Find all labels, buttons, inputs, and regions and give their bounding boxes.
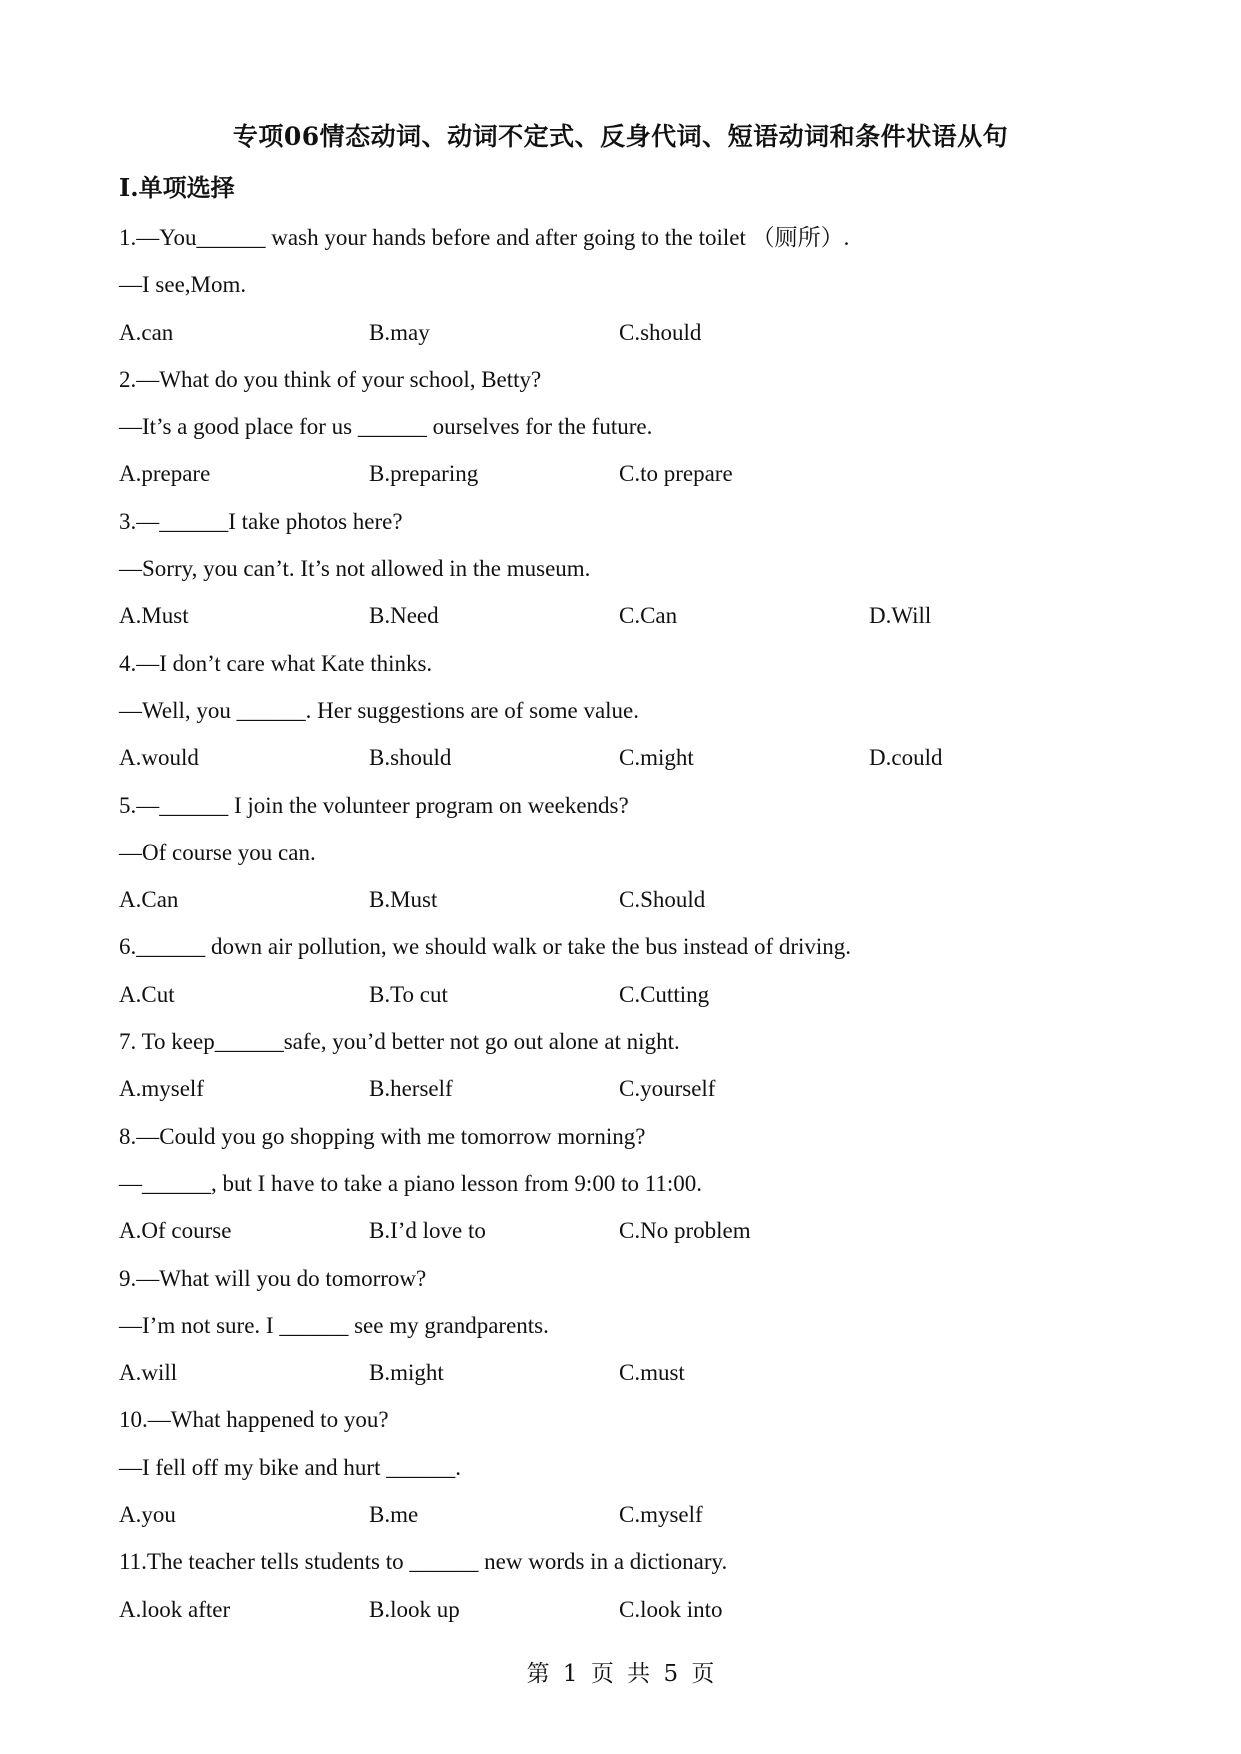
- page-footer: 第 1 页 共 5 页: [526, 1661, 715, 1687]
- answer-option: B.should: [369, 745, 452, 771]
- question-item: [119, 1396, 1139, 1538]
- answer-options: [119, 1207, 1139, 1254]
- answer-option: A.prepare: [119, 461, 211, 487]
- question-stem: 5.—______ I join the volunteer program on weekends?: [119, 792, 629, 818]
- question-item: [119, 1113, 1139, 1255]
- questions-list: [119, 214, 1139, 1633]
- answer-option: B.herself: [369, 1076, 453, 1102]
- answer-options: [119, 1349, 1139, 1396]
- answer-option: D.Will: [869, 603, 932, 629]
- question-response: —______, but I have to take a piano lesson from 9:00 to 11:00.: [119, 1170, 702, 1196]
- question-item: [119, 640, 1139, 782]
- answer-option: A.Must: [119, 603, 189, 629]
- answer-option: D.could: [869, 745, 943, 771]
- section-heading: I.单项选择: [119, 173, 235, 202]
- answer-option: A.would: [119, 745, 199, 771]
- answer-option: A.Can: [119, 887, 179, 913]
- answer-option: B.I’d love to: [369, 1218, 486, 1244]
- answer-option: A.Of course: [119, 1218, 232, 1244]
- question-stem: 1.—You______ wash your hands before and after going to the toilet （厕所）.: [119, 225, 850, 250]
- question-item: [119, 782, 1139, 924]
- answer-option: A.Cut: [119, 981, 175, 1007]
- question-stem: 10.—What happened to you?: [119, 1407, 389, 1433]
- question-response: —Sorry, you can’t. It’s not allowed in the museum.: [119, 556, 591, 582]
- answer-option: B.Need: [369, 603, 439, 629]
- question-response: —I see,Mom.: [119, 272, 247, 298]
- question-response: —Well, you ______. Her suggestions are of some value.: [119, 697, 640, 723]
- answer-option: C.look into: [619, 1596, 723, 1622]
- answer-option: B.preparing: [369, 461, 479, 487]
- answer-option: B.To cut: [369, 981, 448, 1007]
- answer-option: C.must: [619, 1360, 685, 1386]
- question-item: [119, 1255, 1139, 1397]
- question-stem: 9.—What will you do tomorrow?: [119, 1265, 427, 1291]
- answer-option: C.Can: [619, 603, 678, 629]
- question-item: [119, 356, 1139, 498]
- answer-option: C.myself: [619, 1502, 703, 1528]
- question-response: —Of course you can.: [119, 839, 316, 865]
- question-item: [119, 1538, 1139, 1633]
- answer-option: B.may: [369, 319, 430, 345]
- question-stem: 8.—Could you go shopping with me tomorrow morning?: [119, 1123, 646, 1149]
- question-response: —It’s a good place for us ______ ourselves for the future.: [119, 414, 653, 440]
- answer-option: A.you: [119, 1502, 176, 1528]
- question-stem: 11.The teacher tells students to ______ new words in a dictionary.: [119, 1549, 728, 1575]
- answer-option: C.should: [619, 319, 702, 345]
- answer-options: [119, 1586, 1139, 1633]
- answer-option: A.can: [119, 319, 174, 345]
- question-stem: 7. To keep______safe, you’d better not go out alone at night.: [119, 1029, 680, 1055]
- answer-options: [119, 734, 1139, 781]
- answer-option: C.yourself: [619, 1076, 716, 1102]
- question-response: —I’m not sure. I ______ see my grandparents.: [119, 1312, 549, 1338]
- question-item: [119, 1018, 1139, 1113]
- answer-option: B.Must: [369, 887, 438, 913]
- question-item: [119, 498, 1139, 640]
- question-stem: 4.—I don’t care what Kate thinks.: [119, 650, 433, 676]
- question-item: [119, 214, 1139, 356]
- answer-option: C.Cutting: [619, 981, 710, 1007]
- question-stem: 3.—______I take photos here?: [119, 508, 403, 534]
- answer-option: B.me: [369, 1502, 419, 1528]
- answer-option: B.might: [369, 1360, 444, 1386]
- answer-options: [119, 971, 1139, 1018]
- question-response: —I fell off my bike and hurt ______.: [119, 1454, 461, 1480]
- answer-options: [119, 592, 1139, 639]
- answer-option: A.myself: [119, 1076, 204, 1102]
- answer-options: [119, 1491, 1139, 1538]
- page-title: 专项06情态动词、动词不定式、反身代词、短语动词和条件状语从句: [232, 122, 1009, 151]
- answer-options: [119, 1065, 1139, 1112]
- answer-option: C.Should: [619, 887, 706, 913]
- answer-option: A.will: [119, 1360, 178, 1386]
- answer-options: [119, 450, 1139, 497]
- answer-option: C.No problem: [619, 1218, 751, 1244]
- question-item: [119, 923, 1139, 1018]
- answer-option: C.to prepare: [619, 461, 733, 487]
- answer-options: [119, 876, 1139, 923]
- question-stem: 6.______ down air pollution, we should walk or take the bus instead of driving.: [119, 934, 852, 960]
- answer-option: C.might: [619, 745, 694, 771]
- answer-options: [119, 309, 1139, 356]
- answer-option: B.look up: [369, 1596, 460, 1622]
- question-stem: 2.—What do you think of your school, Betty?: [119, 366, 542, 392]
- answer-option: A.look after: [119, 1596, 231, 1622]
